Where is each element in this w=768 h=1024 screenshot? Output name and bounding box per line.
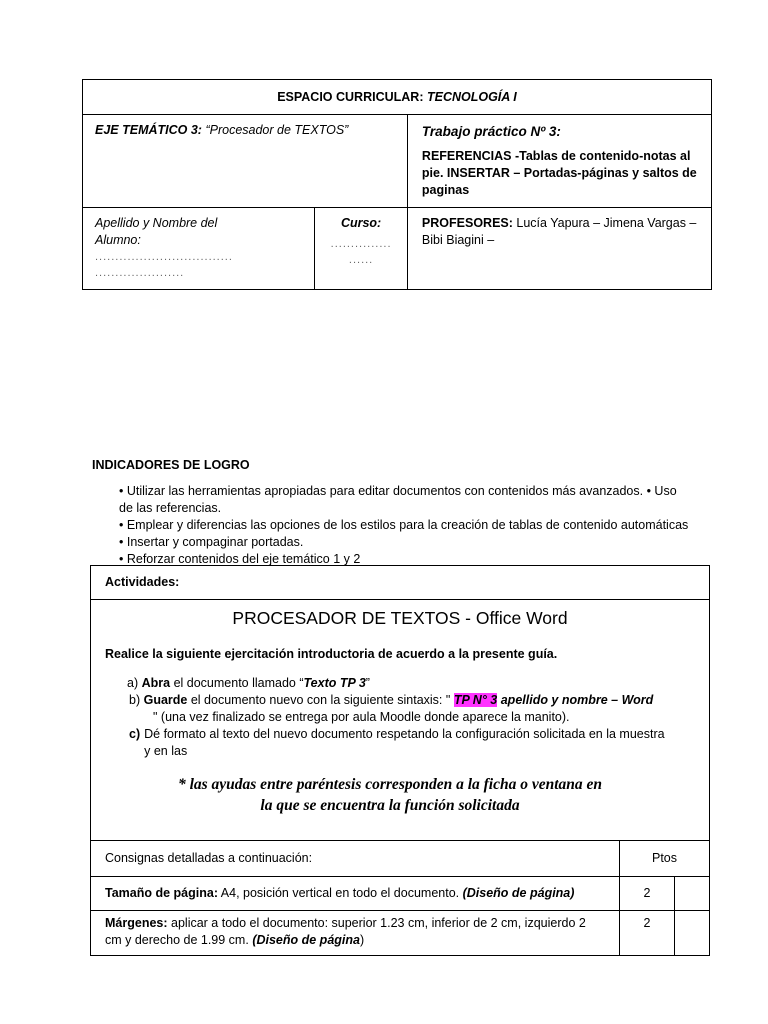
indicadores-section	[92, 457, 732, 568]
profesores-cell	[407, 208, 711, 290]
step-b-highlight: TP N° 3	[453, 693, 498, 707]
indicador-item: • Insertar y compaginar portadas.	[119, 535, 304, 549]
pts-value: 2	[643, 916, 651, 930]
consigna-content	[105, 915, 605, 949]
curricular-cell	[83, 80, 712, 115]
consigna-cell	[91, 877, 620, 911]
consigna-hint: (Diseño de página)	[462, 886, 575, 900]
step-b-bold: Guarde	[143, 693, 188, 707]
ptos-header-cell	[620, 841, 710, 877]
consigna-cell	[91, 911, 620, 956]
eje-value: “Procesador de TEXTOS”	[205, 123, 349, 137]
actividades-heading: PROCESADOR DE TEXTOS - Office Word	[232, 608, 568, 628]
header-table	[82, 79, 712, 290]
step-c-prefix: c)	[129, 727, 141, 741]
ayuda-note	[105, 774, 695, 816]
curso-dots-2: ......	[348, 254, 374, 266]
actividades-body	[91, 600, 710, 841]
curso-label: Curso:	[340, 216, 382, 230]
consignas-header-cell	[91, 841, 620, 877]
step-b-continuation: " (una vez finalizado se entrega por aula Moodle donde aparece la manito).	[153, 710, 570, 724]
curso-cell	[315, 208, 408, 290]
tp-cell	[407, 115, 711, 208]
step-a-bold: Abra	[141, 676, 171, 690]
curso-dots-1: ...............	[330, 238, 392, 250]
alumno-dots-2: ......................	[95, 267, 185, 279]
consigna-hint: (Diseño de página	[252, 933, 360, 947]
eje-cell	[83, 115, 408, 208]
ptos-header: Ptos	[651, 851, 677, 865]
actividades-intro: Realice la siguiente ejercitación introductoria de acuerdo a la presente guía.	[105, 647, 558, 661]
ayuda-line-1: * las ayudas entre paréntesis corresponden a la ficha o ventana en	[177, 776, 603, 793]
step-b-text: el documento nuevo con la siguiente sintaxis: "	[190, 693, 451, 707]
pts-blank-cell	[675, 911, 710, 956]
pts-cell	[620, 877, 675, 911]
pts-cell	[620, 911, 675, 956]
consigna-text: A4, posición vertical en todo el documento.	[220, 886, 460, 900]
step-c	[105, 726, 695, 760]
tp-title: Trabajo práctico Nº 3:	[421, 124, 561, 139]
tp-description: REFERENCIAS -Tablas de contenido-notas al pie. INSERTAR – Portadas-páginas y saltos de paginas	[421, 149, 697, 197]
ayuda-line-2: la que se encuentra la función solicitada	[260, 797, 520, 814]
consigna-text: aplicar a todo el documento: superior 1.23 cm, inferior de 2 cm, izquierdo 2 cm y derecho de 1.99 cm.	[105, 916, 586, 947]
eje-label: EJE TEMÁTICO 3:	[95, 123, 202, 137]
step-b-italic: apellido y nombre – Word	[500, 693, 654, 707]
actividades-label-cell	[91, 566, 710, 600]
curricular-label: ESPACIO CURRICULAR:	[277, 89, 424, 104]
step-c-text: Dé formato al texto del nuevo documento respetando la configuración solicitada en la muestra y en las	[144, 727, 665, 758]
indicador-item: • Utilizar las herramientas apropiadas para editar documentos con contenidos más avanzados. • Uso de las referencias.	[119, 484, 677, 515]
alumno-cell	[83, 208, 315, 290]
indicador-item: • Emplear y diferencias las opciones de los estilos para la creación de tablas de contenido automáticas	[119, 518, 689, 532]
step-a	[105, 675, 695, 692]
profesores-value: Lucía Yapura – Jimena Vargas – Bibi Biagini –	[421, 216, 697, 247]
pts-blank-cell	[675, 877, 710, 911]
step-a-end: ”	[365, 676, 370, 690]
step-a-doc: Texto TP 3	[303, 676, 366, 690]
alumno-dots-1: ..................................	[95, 251, 233, 263]
pts-value: 2	[643, 886, 651, 900]
step-b	[105, 692, 695, 726]
indicadores-title: INDICADORES DE LOGRO	[92, 458, 250, 472]
consignas-header: Consignas detalladas a continuación:	[105, 851, 313, 865]
actividades-label: Actividades:	[105, 575, 180, 589]
step-a-text: el documento llamado “	[173, 676, 304, 690]
indicador-item: • Reforzar contenidos del eje temático 1 y 2	[119, 552, 361, 566]
consigna-hint-end: )	[359, 933, 365, 947]
alumno-label: Apellido y Nombre del Alumno:	[95, 216, 218, 247]
indicadores-list	[92, 483, 732, 568]
consigna-label: Tamaño de página:	[105, 886, 218, 900]
profesores-label: PROFESORES:	[421, 216, 513, 230]
table-row	[91, 877, 710, 911]
actividades-table	[90, 565, 710, 956]
curricular-value: TECNOLOGÍA I	[426, 89, 517, 104]
table-row	[91, 911, 710, 956]
consigna-label: Márgenes:	[105, 916, 168, 930]
step-a-prefix: a)	[127, 676, 139, 690]
step-b-prefix: b)	[129, 693, 141, 707]
